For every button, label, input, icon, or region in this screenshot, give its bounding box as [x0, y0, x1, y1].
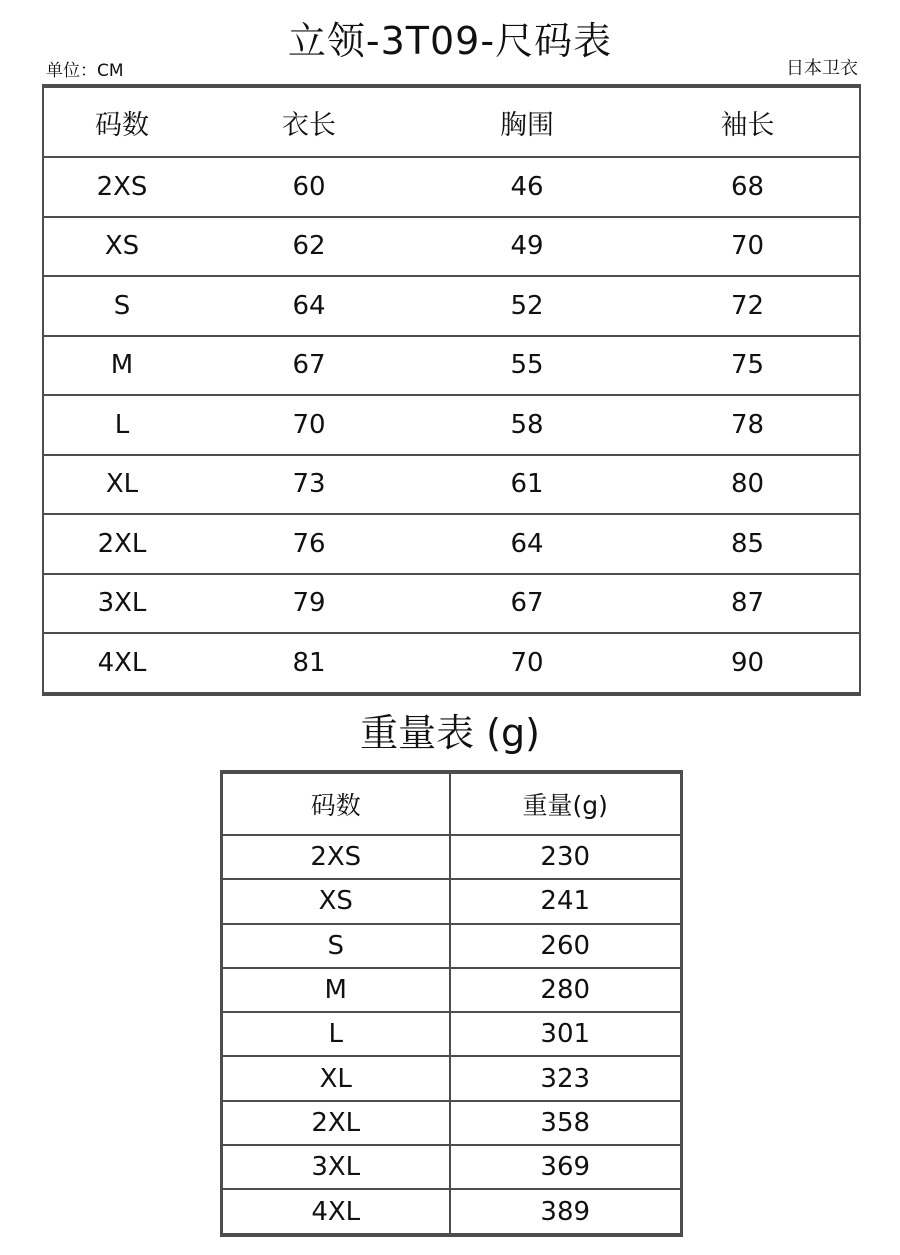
size-cell: 4XL: [222, 1189, 450, 1234]
weight-cell: 323: [450, 1056, 682, 1100]
header-size: 码数: [222, 772, 450, 835]
length-cell: 62: [200, 217, 418, 277]
header-chest: 胸围: [418, 86, 636, 157]
size-cell: 3XL: [43, 574, 200, 634]
sleeve-cell: 80: [636, 455, 860, 515]
chest-cell: 49: [418, 217, 636, 277]
sleeve-cell: 68: [636, 157, 860, 217]
sleeve-cell: 70: [636, 217, 860, 277]
chest-cell: 64: [418, 514, 636, 574]
sleeve-cell: 75: [636, 336, 860, 396]
weight-cell: 358: [450, 1101, 682, 1145]
size-cell: M: [43, 336, 200, 396]
weight-table: [220, 770, 683, 1237]
header-size: 码数: [43, 86, 200, 157]
sleeve-cell: 85: [636, 514, 860, 574]
size-cell: 3XL: [222, 1145, 450, 1189]
table-row: [222, 1145, 682, 1189]
sleeve-cell: 78: [636, 395, 860, 455]
size-table-header-row: [43, 86, 860, 157]
weight-cell: 260: [450, 924, 682, 968]
table-row: [222, 1056, 682, 1100]
table-row: [43, 633, 860, 694]
header-sleeve: 袖长: [636, 86, 860, 157]
table-row: [43, 217, 860, 277]
table-row: [43, 574, 860, 634]
weight-table-title: 重量表 (g): [360, 711, 540, 755]
chest-cell: 46: [418, 157, 636, 217]
size-cell: 2XS: [222, 835, 450, 879]
size-cell: S: [222, 924, 450, 968]
weight-cell: 280: [450, 968, 682, 1012]
size-cell: XS: [222, 879, 450, 923]
chest-cell: 52: [418, 276, 636, 336]
weight-cell: 230: [450, 835, 682, 879]
table-row: [222, 1101, 682, 1145]
page-title: 立领-3T09-尺码表: [287, 19, 613, 63]
header-length: 衣长: [200, 86, 418, 157]
table-row: [222, 1012, 682, 1056]
unit-label: 单位：CM: [46, 61, 124, 81]
chest-cell: 67: [418, 574, 636, 634]
table-row: [222, 968, 682, 1012]
length-cell: 67: [200, 336, 418, 396]
length-cell: 81: [292, 647, 326, 678]
size-cell: S: [43, 276, 200, 336]
weight-table-header-row: [222, 772, 682, 835]
size-cell: XL: [43, 455, 200, 515]
chest-cell: 61: [418, 455, 636, 515]
size-table: [42, 84, 861, 696]
sleeve-cell: 72: [636, 276, 860, 336]
table-row: [222, 924, 682, 968]
table-row: [43, 395, 860, 455]
length-cell: 79: [200, 574, 418, 634]
table-row: [43, 455, 860, 515]
weight-cell: 389: [540, 1196, 591, 1227]
chest-cell: 58: [418, 395, 636, 455]
table-row: [222, 879, 682, 923]
size-cell: XL: [222, 1056, 450, 1100]
weight-cell: 241: [450, 879, 682, 923]
style-name: 日本卫衣: [786, 58, 858, 79]
size-cell: 2XL: [222, 1101, 450, 1145]
length-cell: 60: [200, 157, 418, 217]
length-cell: 64: [200, 276, 418, 336]
table-row: [43, 276, 860, 336]
size-cell: 4XL: [97, 647, 147, 678]
size-cell: 2XS: [43, 157, 200, 217]
length-cell: 76: [200, 514, 418, 574]
chest-cell: 55: [418, 336, 636, 396]
sleeve-cell: 87: [636, 574, 860, 634]
sleeve-cell: 90: [730, 647, 765, 678]
size-cell: 2XL: [43, 514, 200, 574]
size-cell: M: [222, 968, 450, 1012]
size-cell: L: [222, 1012, 450, 1056]
weight-cell: 369: [450, 1145, 682, 1189]
header-weight: 重量(g): [450, 772, 682, 835]
table-row: [222, 1189, 682, 1234]
table-row: [222, 835, 682, 879]
chest-cell: 70: [510, 647, 544, 678]
table-row: [43, 514, 860, 574]
length-cell: 73: [200, 455, 418, 515]
size-cell: XS: [43, 217, 200, 277]
size-cell: L: [43, 395, 200, 455]
table-row: [43, 336, 860, 396]
length-cell: 70: [200, 395, 418, 455]
table-row: [43, 157, 860, 217]
weight-cell: 301: [450, 1012, 682, 1056]
